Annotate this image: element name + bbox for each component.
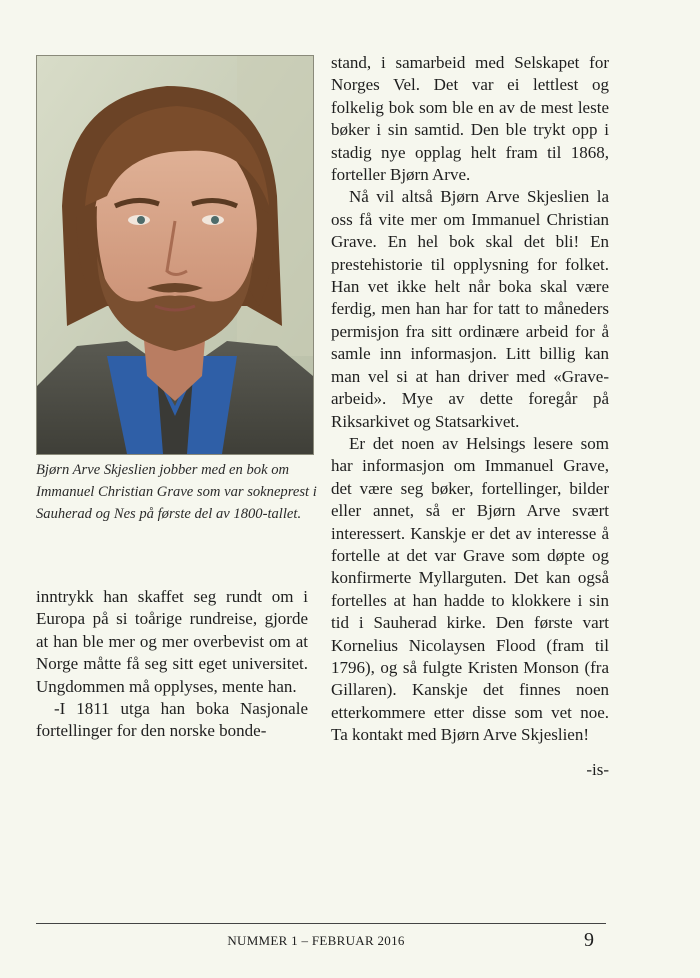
portrait-illustration — [37, 56, 313, 454]
issue-label: NUMMER 1 – FEBRUAR 2016 — [227, 933, 405, 948]
page-number: 9 — [584, 929, 594, 951]
portrait-photo — [36, 55, 314, 455]
author-signature: -is- — [586, 759, 609, 779]
left-column-text — [36, 586, 308, 743]
paragraph: -I 1811 utga han boka Nasjonale fortellinger for den norske bonde- — [36, 699, 308, 741]
paragraph: Nå vil altså Bjørn Arve Skjeslien la oss få vite mer om Immanuel Christian Grave. En hel bok skal det bli! En prestehistorie til opplysning for folket. Han vet ikke helt når boka skal være ferdig, men han har for tatt to måneders permisjon fra sitt ordinære arbeid for å samle inn informasjon. Litt billig kan man vel si at han driver med «Grave-arbeid». Mye av dette foregår på Riksarkivet og Statsarkivet. — [331, 187, 609, 431]
paragraph: stand, i samarbeid med Selskapet for Norges Vel. Det var ei lettlest og folkelig bok som ble en av de mest leste bøker i sin samtid. Den ble trykt opp i stadig nye opplag helt fram til 1868, forteller Bjørn Arve. — [331, 53, 609, 185]
right-column-text — [331, 52, 609, 781]
paragraph: inntrykk han skaffet seg rundt om i Europa på si toårige rundreise, gjorde at han ble mer og mer overbevist om at Norge måtte få seg sitt eget universitet. Ungdommen må opplyses, mente han. — [36, 587, 308, 696]
caption-text: Bjørn Arve Skjeslien jobber med en bok om Immanuel Christian Grave som var sokneprest i Sauherad og Nes på første del av 1800-tallet. — [36, 462, 317, 522]
photo-caption — [36, 459, 318, 525]
paragraph: Er det noen av Helsings lesere som har informasjon om Immanuel Grave, det være seg bøker, fortellinger, bilder eller annet, så er Bjørn Arve svært interessert. Kanskje er det av interesse å fortelle at det var Grave som døpte og konfirmerte Myllarguten. Det kan også fortelles at han hadde to klokkere i sin tid i Sauherad kirke. Den første vart Kornelius Nicolaysen Flood (fram til 1796), og så fulgte Kristen Monson (fra Gillaren). Kanskje det finnes noen etterkommere etter disse som vet noe. Ta kontakt med Bjørn Arve Skjeslien! — [331, 433, 609, 745]
footer-divider — [36, 923, 606, 924]
